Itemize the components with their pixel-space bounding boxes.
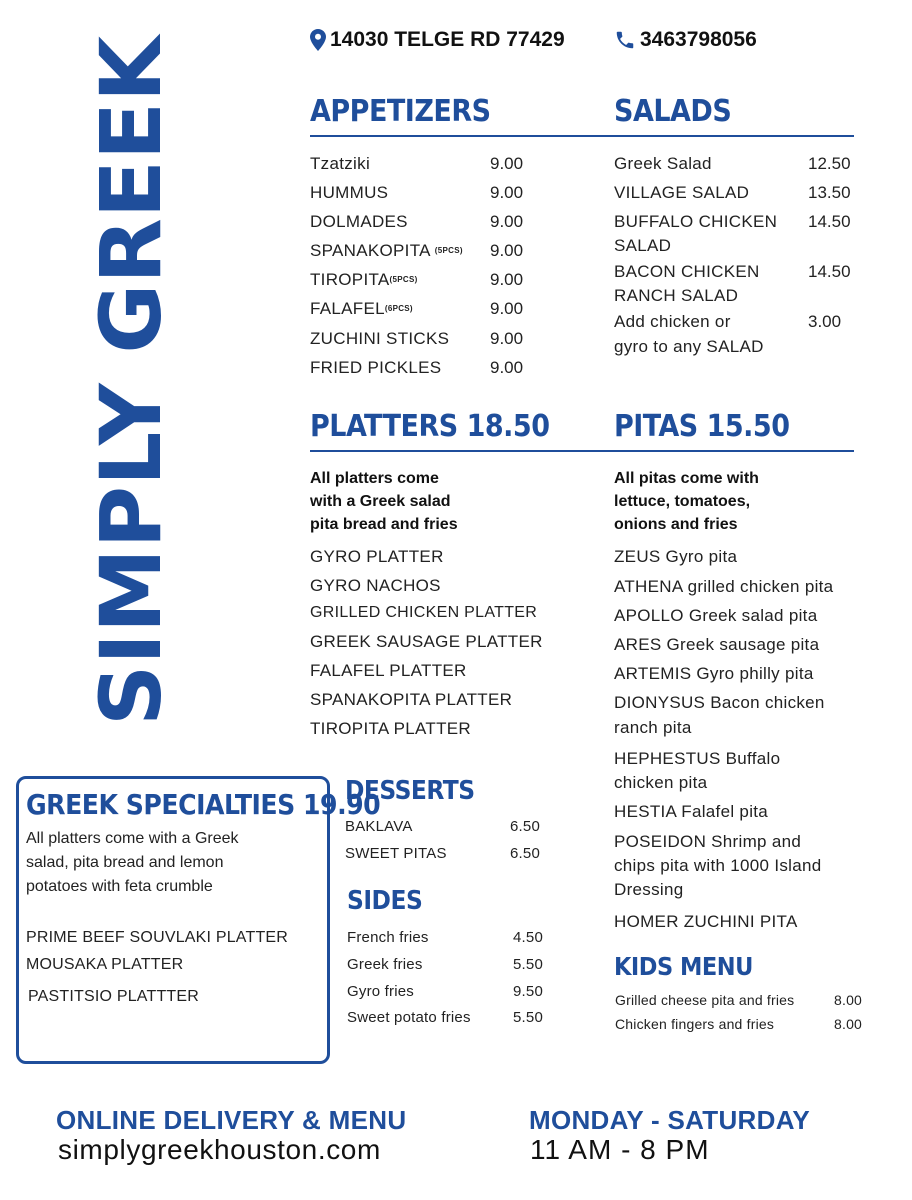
specialties-note [26, 827, 239, 899]
menu-item: HEPHESTUS Buffalo [614, 749, 781, 768]
menu-price: 6.50 [510, 845, 540, 862]
menu-item: DOLMADES [310, 212, 408, 231]
menu-price: 9.00 [490, 212, 524, 231]
menu-item: POSEIDON Shrimp and [614, 832, 802, 851]
note-line: salad, pita bread and lemon [26, 854, 224, 871]
menu-item-cont: gyro to any SALAD [614, 337, 764, 356]
salads-title: SALADS [614, 94, 732, 129]
menu-price: 12.50 [808, 154, 851, 173]
note-line: All platters come [310, 470, 439, 487]
menu-item: FRIED PICKLES [310, 358, 442, 377]
menu-item: MOUSAKA PLATTER [26, 956, 184, 973]
note-line: All platters come with a Greek [26, 830, 239, 847]
menu-item: French fries [347, 929, 429, 946]
menu-price: 9.00 [490, 270, 524, 289]
menu-item: GREEK SAUSAGE PLATTER [310, 632, 543, 651]
appetizers-title: APPETIZERS [310, 94, 491, 129]
menu-price: 9.00 [490, 358, 524, 377]
item-note: (5PCS) [389, 275, 418, 284]
menu-item-cont: chicken pita [614, 773, 708, 792]
menu-item: HOMER ZUCHINI PITA [614, 912, 798, 931]
menu-item: ARES Greek sausage pita [614, 635, 820, 654]
map-pin-icon [310, 29, 326, 51]
menu-item: Tzatziki [310, 154, 371, 173]
menu-price: 5.50 [513, 1009, 543, 1026]
menu-item: Gyro fries [347, 983, 415, 1000]
note-line: potatoes with feta crumble [26, 878, 213, 895]
menu-price: 8.00 [834, 992, 863, 1008]
menu-price: 4.50 [513, 929, 543, 946]
menu-item: ZUCHINI STICKS [310, 329, 450, 348]
website-link[interactable]: simplygreekhouston.com [58, 1134, 381, 1165]
menu-item: Grilled cheese pita and fries [615, 992, 795, 1008]
menu-item-cont: chips pita with 1000 Island [614, 856, 822, 875]
sides-title: SIDES [347, 886, 423, 916]
menu-item-cont: SALAD [614, 236, 672, 255]
address [310, 28, 565, 52]
specialties-title: GREEK SPECIALTIES 19.90 [26, 788, 381, 821]
menu-price: 3.00 [808, 312, 842, 331]
menu-price: 9.00 [490, 183, 524, 202]
opening-hours: 11 AM - 8 PM [530, 1134, 710, 1165]
address-text: 14030 TELGE RD 77429 [330, 28, 565, 51]
menu-item: GYRO NACHOS [310, 576, 441, 595]
menu-item-cont: Dressing [614, 880, 684, 899]
divider [310, 135, 854, 137]
menu-item: Add chicken or [614, 312, 731, 331]
note-line: onions and fries [614, 516, 738, 533]
menu-price: 8.00 [834, 1016, 863, 1032]
menu-item: Greek fries [347, 956, 423, 973]
menu-item: Chicken fingers and fries [615, 1016, 775, 1032]
online-delivery-heading: ONLINE DELIVERY & MENU [56, 1105, 407, 1135]
menu-price: 14.50 [808, 212, 851, 231]
item-name: SPANAKOPITA [310, 241, 431, 260]
pitas-note [614, 467, 874, 536]
menu-item: BAKLAVA [345, 818, 413, 835]
menu-item [310, 299, 413, 319]
note-line: All pitas come with [614, 470, 759, 487]
note-line: with a Greek salad [310, 493, 451, 510]
menu-item: DIONYSUS Bacon chicken [614, 693, 825, 712]
divider [310, 450, 854, 452]
menu-item: Sweet potato fries [347, 1009, 471, 1026]
item-name: TIROPITA [310, 270, 390, 289]
phone [614, 28, 757, 52]
phone-icon [614, 29, 636, 51]
menu-item: VILLAGE SALAD [614, 183, 750, 202]
menu-price: 9.50 [513, 983, 543, 1000]
menu-item: PRIME BEEF SOUVLAKI PLATTER [26, 929, 289, 946]
menu-item-cont: ranch pita [614, 718, 692, 737]
menu-price: 9.00 [490, 154, 524, 173]
menu-price: 14.50 [808, 262, 851, 281]
note-line: pita bread and fries [310, 516, 458, 533]
menu-item: ZEUS Gyro pita [614, 547, 738, 566]
menu-price: 5.50 [513, 956, 543, 973]
menu-item: GRILLED CHICKEN PLATTER [310, 604, 538, 621]
menu-item: BUFFALO CHICKEN [614, 212, 778, 231]
item-note: (6PCS) [384, 304, 413, 313]
menu-item: TIROPITA PLATTER [310, 719, 471, 738]
menu-item: ARTEMIS Gyro philly pita [614, 664, 814, 683]
menu-item: FALAFEL PLATTER [310, 661, 467, 680]
menu-price: 6.50 [510, 818, 540, 835]
menu-price: 13.50 [808, 183, 851, 202]
menu-item: ATHENA grilled chicken pita [614, 577, 834, 596]
menu-item: SPANAKOPITA PLATTER [310, 690, 513, 709]
kids-title: KIDS MENU [614, 952, 753, 981]
menu-price: 9.00 [490, 241, 524, 260]
item-note: (5PCS) [434, 246, 463, 255]
menu-item: GYRO PLATTER [310, 547, 444, 566]
phone-text: 3463798056 [640, 28, 757, 51]
desserts-title: DESSERTS [345, 776, 475, 806]
menu-item-cont: RANCH SALAD [614, 286, 739, 305]
menu-price: 9.00 [490, 299, 524, 318]
platters-title: PLATTERS 18.50 [310, 409, 550, 444]
simply-greek-logo [82, 36, 180, 728]
opening-days: MONDAY - SATURDAY [529, 1105, 811, 1135]
menu-item: HUMMUS [310, 183, 389, 202]
menu-item: BACON CHICKEN [614, 262, 760, 281]
item-name: FALAFEL [310, 299, 385, 318]
logo-text: SIMPLY GREEK [82, 45, 180, 726]
menu-item [310, 241, 463, 261]
note-line: lettuce, tomatoes, [614, 493, 751, 510]
menu-item: HESTIA Falafel pita [614, 802, 769, 821]
menu-price: 9.00 [490, 329, 524, 348]
pitas-title: PITAS 15.50 [614, 409, 790, 444]
menu-item: SWEET PITAS [345, 845, 447, 862]
menu-item [310, 270, 418, 290]
menu-item: PASTITSIO PLATTTER [28, 988, 200, 1005]
menu-item: Greek Salad [614, 154, 712, 173]
menu-item: APOLLO Greek salad pita [614, 606, 818, 625]
platters-note [310, 467, 570, 536]
